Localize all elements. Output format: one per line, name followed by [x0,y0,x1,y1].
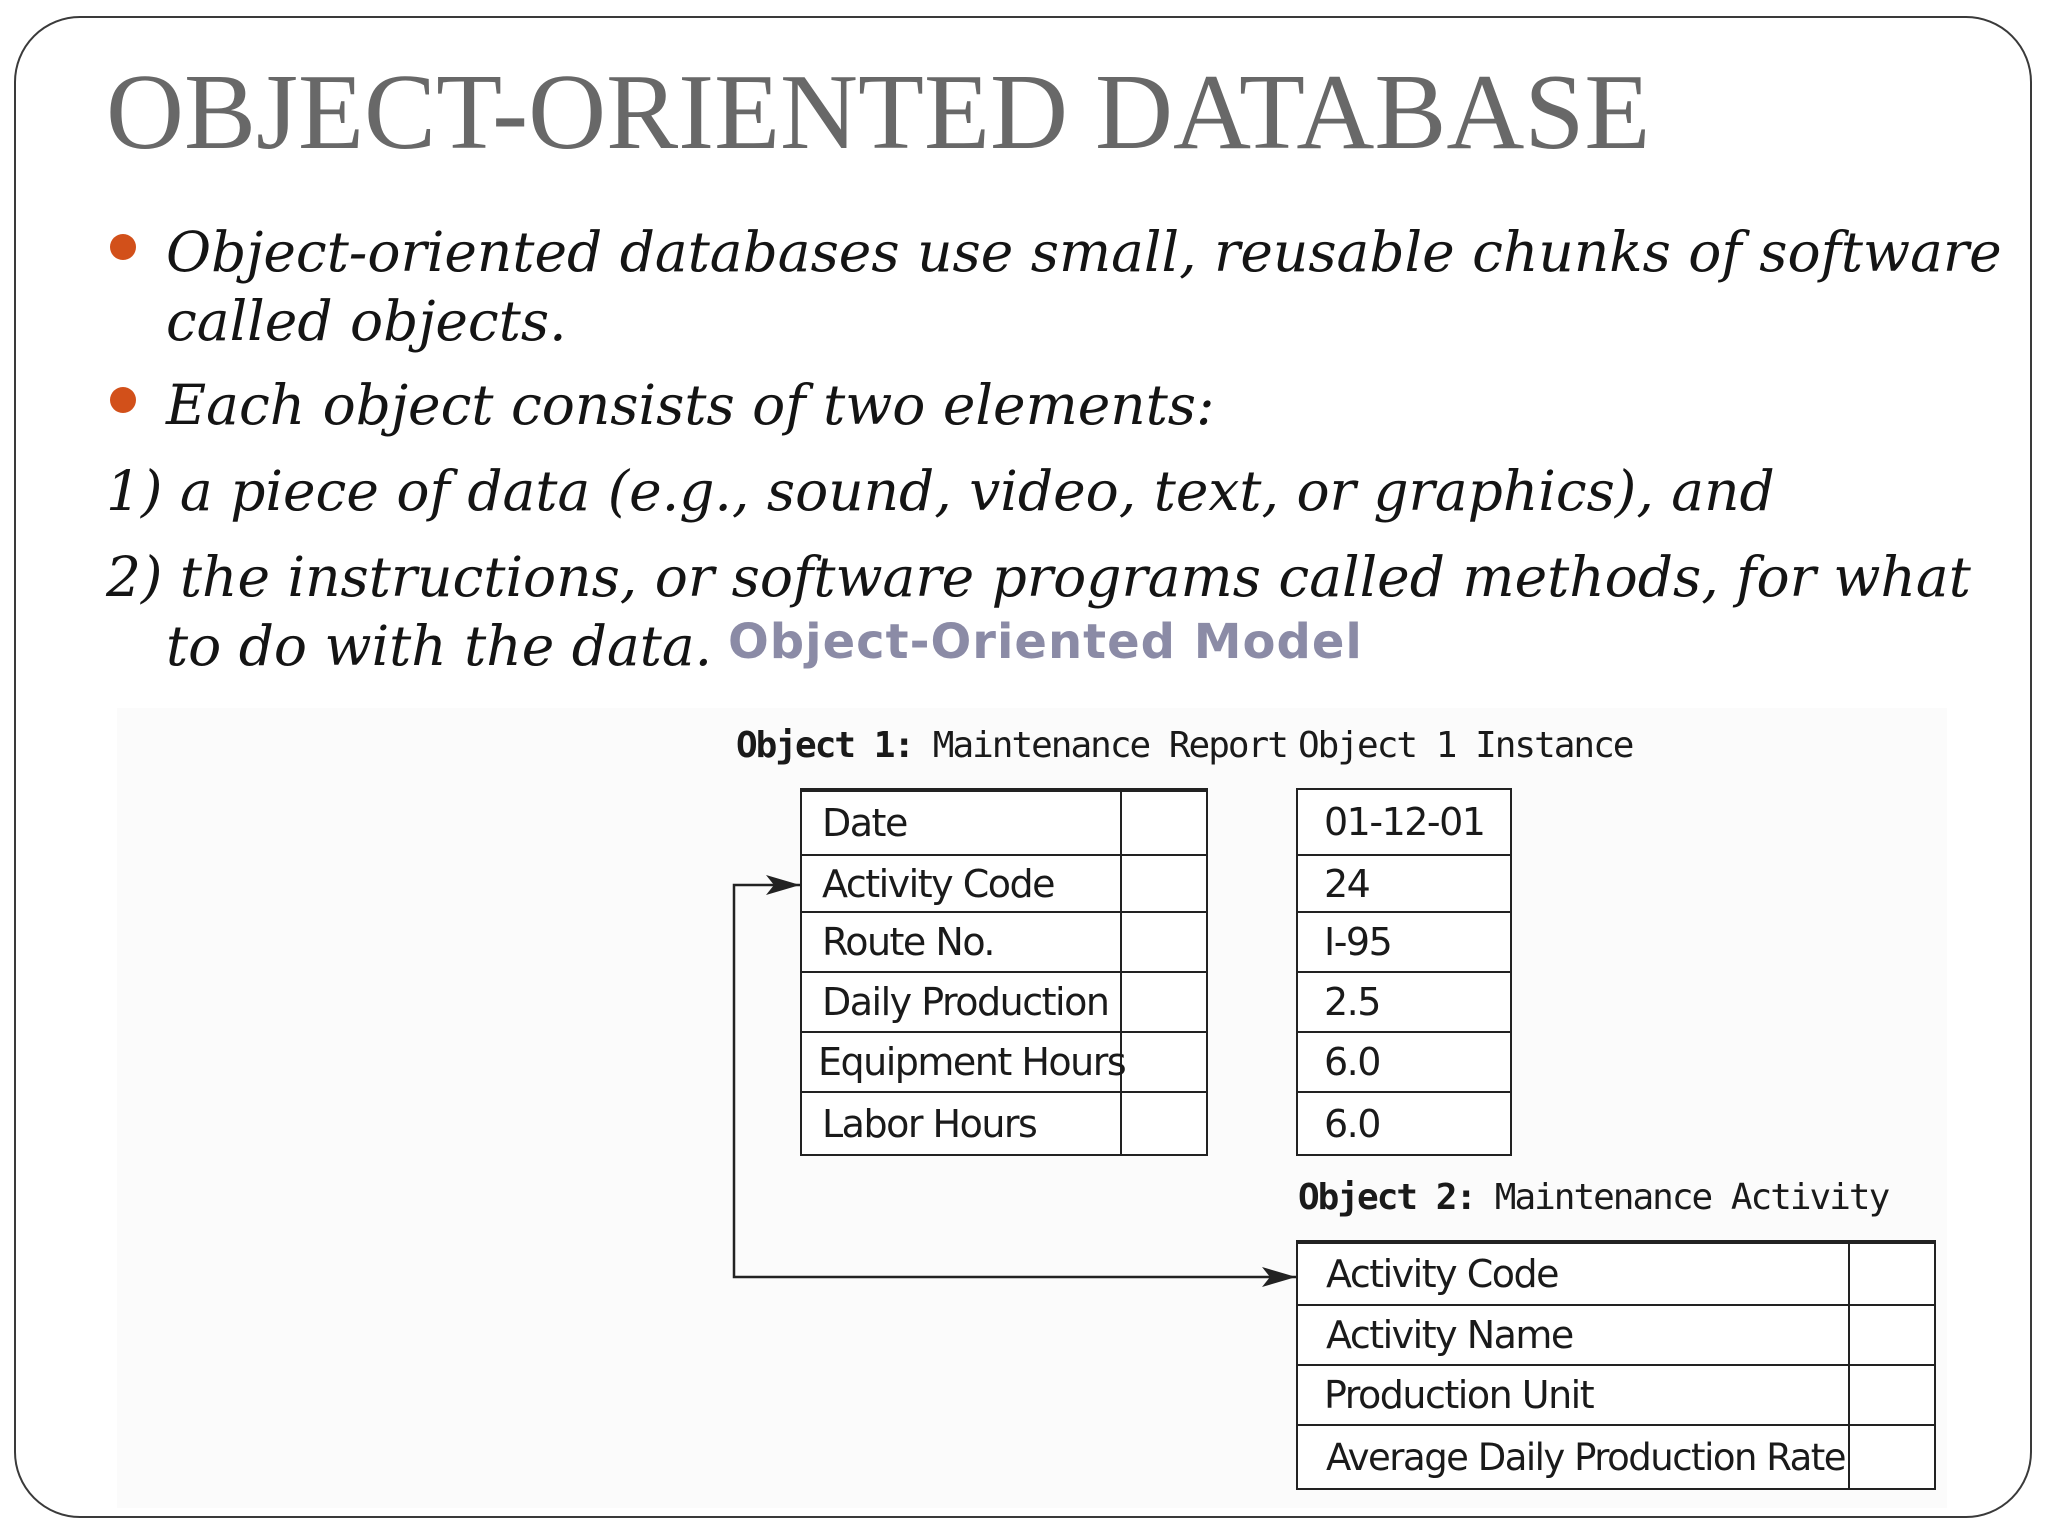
object-1-label-name: Maintenance Report [932,725,1287,766]
instance-value: 6.0 [1324,1101,1380,1146]
instance-value: 24 [1324,861,1370,906]
object-1-label-bold: Object 1: [736,725,914,766]
item-1-line-1: 1) a piece of data (e.g., sound, video, text, or graphics), and [106,459,1775,523]
object-1-field: Route No. [822,920,994,964]
object-1-row [802,790,1206,854]
instance-table [1296,788,1512,1156]
instance-row [1298,1031,1510,1091]
instance-value: 6.0 [1324,1040,1380,1084]
object-1-row [802,854,1206,911]
object-1-field: Labor Hours [822,1101,1037,1146]
object-2-field: Average Daily Production Rate [1326,1435,1846,1479]
object-1-table [800,788,1208,1156]
object-1-label [736,724,1287,768]
object-2-field: Production Unit [1324,1373,1594,1417]
instance-row [1298,854,1510,911]
object-2-field: Activity Code [1326,1252,1558,1296]
object-1-field: Equipment Hours [818,1040,1126,1084]
instance-value: 01-12-01 [1324,800,1485,844]
instance-row [1298,1091,1510,1154]
object-2-label-bold: Object 2: [1298,1177,1476,1218]
object-2-row [1298,1364,1934,1424]
object-1-field: Date [822,801,907,845]
object-1-field: Daily Production [822,980,1109,1024]
instance-row [1298,911,1510,971]
instance-row [1298,971,1510,1031]
object-1-row [802,911,1206,971]
object-2-label-name: Maintenance Activity [1494,1177,1889,1218]
bullet-2-line-1: Each object consists of two elements: [166,373,1215,437]
item-2-line-2: to do with the data. [166,614,713,678]
bullet-dot-2 [110,387,136,413]
object-2-row [1298,1424,1934,1488]
instance-value: I-95 [1324,920,1392,964]
object-2-field: Activity Name [1326,1313,1573,1357]
object-1-row [802,1031,1206,1091]
object-1-row [802,971,1206,1031]
object-2-row [1298,1304,1934,1364]
instance-label: Object 1 Instance [1298,725,1633,766]
object-2-table [1296,1240,1936,1490]
bullet-dot-1 [110,234,136,260]
instance-row [1298,790,1510,854]
diagram-title: Object-Oriented Model [728,614,1363,670]
bullet-1-line-2: called objects. [166,289,567,353]
object-1-field: Activity Code [822,861,1054,906]
object-2-row [1298,1242,1934,1304]
object-1-row [802,1091,1206,1154]
instance-value: 2.5 [1324,980,1380,1024]
item-2-line-1: 2) the instructions, or software programs called methods, for what [106,545,1971,609]
object-2-label [1298,1176,1888,1220]
slide-title: OBJECT-ORIENTED DATABASE [106,53,1651,172]
bullet-1-line-1: Object-oriented databases use small, reusable chunks of software [166,220,2002,284]
